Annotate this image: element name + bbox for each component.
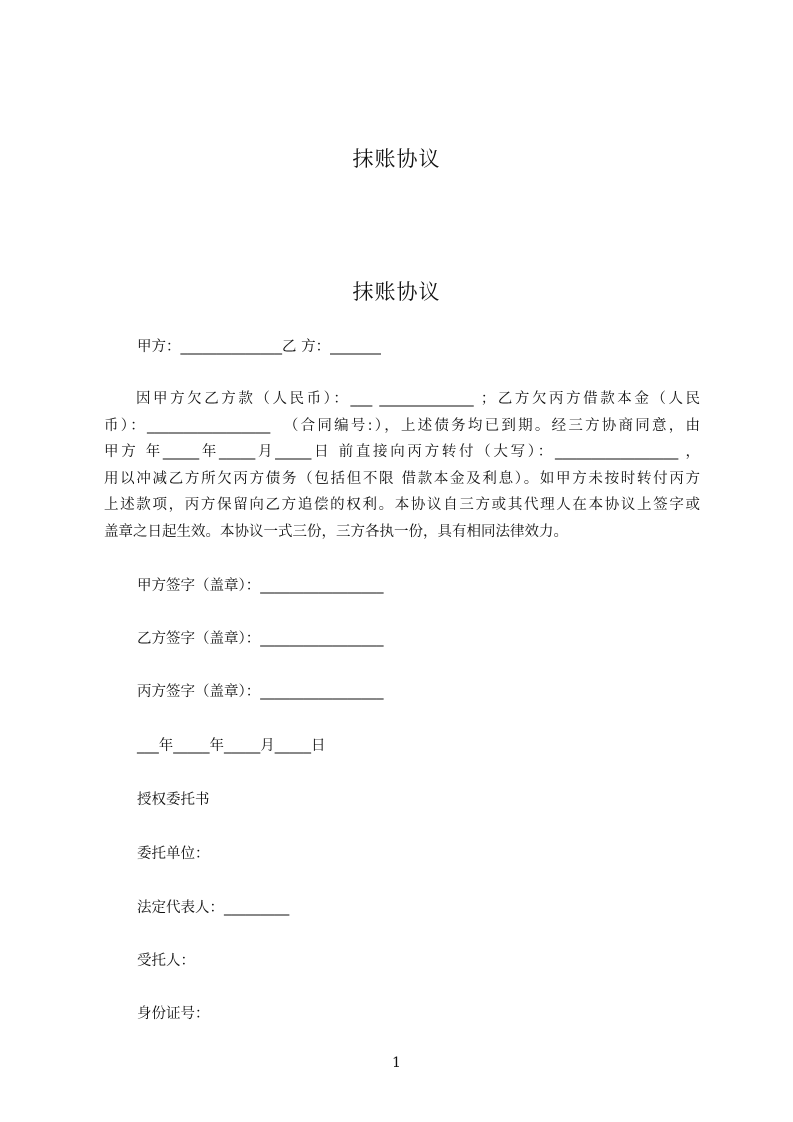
- legal-representative-line: 法定代表人：_________: [137, 900, 290, 916]
- body-row: 盖章之日起生效。本协议一式三份，三方各执一份，具有相同法律效力。: [104, 523, 568, 540]
- date-line: ___年_____年_____月_____日: [137, 738, 326, 754]
- agreement-body: [104, 386, 700, 545]
- trustee-line: 受托人：: [137, 953, 195, 969]
- id-number-line: 身份证号：: [137, 1006, 210, 1022]
- body-row: 甲方 年_____年_____月_____日 前直接向丙方转付（大写）：_________________ ，: [104, 444, 700, 460]
- party-a-signature-line: 甲方签字（盖章）：_________________: [137, 578, 384, 594]
- entrusting-unit-line: 委托单位：: [137, 846, 210, 862]
- body-row: 上述款项，丙方保留向乙方追偿的权利。本协议自三方或其代理人在本协议上签字或: [104, 497, 700, 513]
- agreement-title: 抹账协议: [352, 280, 441, 304]
- authorization-title: 授权委托书: [137, 792, 210, 808]
- document-header-title: 抹账协议: [352, 147, 441, 171]
- page-number: 1: [392, 1055, 401, 1071]
- body-row: 因甲方欠乙方款（人民币）：___ _____________ ；乙方欠丙方借款本金（人民: [136, 391, 700, 407]
- party-c-signature-line: 丙方签字（盖章）：_________________: [137, 684, 384, 700]
- body-row: 币）：_________________ （合同编号:），上述债务均已到期。经三方协商同意，由: [104, 417, 700, 434]
- party-b-signature-line: 乙方签字（盖章）：_________________: [137, 631, 384, 647]
- parties-line: 甲方：______________乙 方：_______: [137, 339, 381, 355]
- body-row: 用以冲减乙方所欠丙方债务（包括但不限 借款本金及利息）。如甲方未按时转付丙方: [104, 470, 700, 487]
